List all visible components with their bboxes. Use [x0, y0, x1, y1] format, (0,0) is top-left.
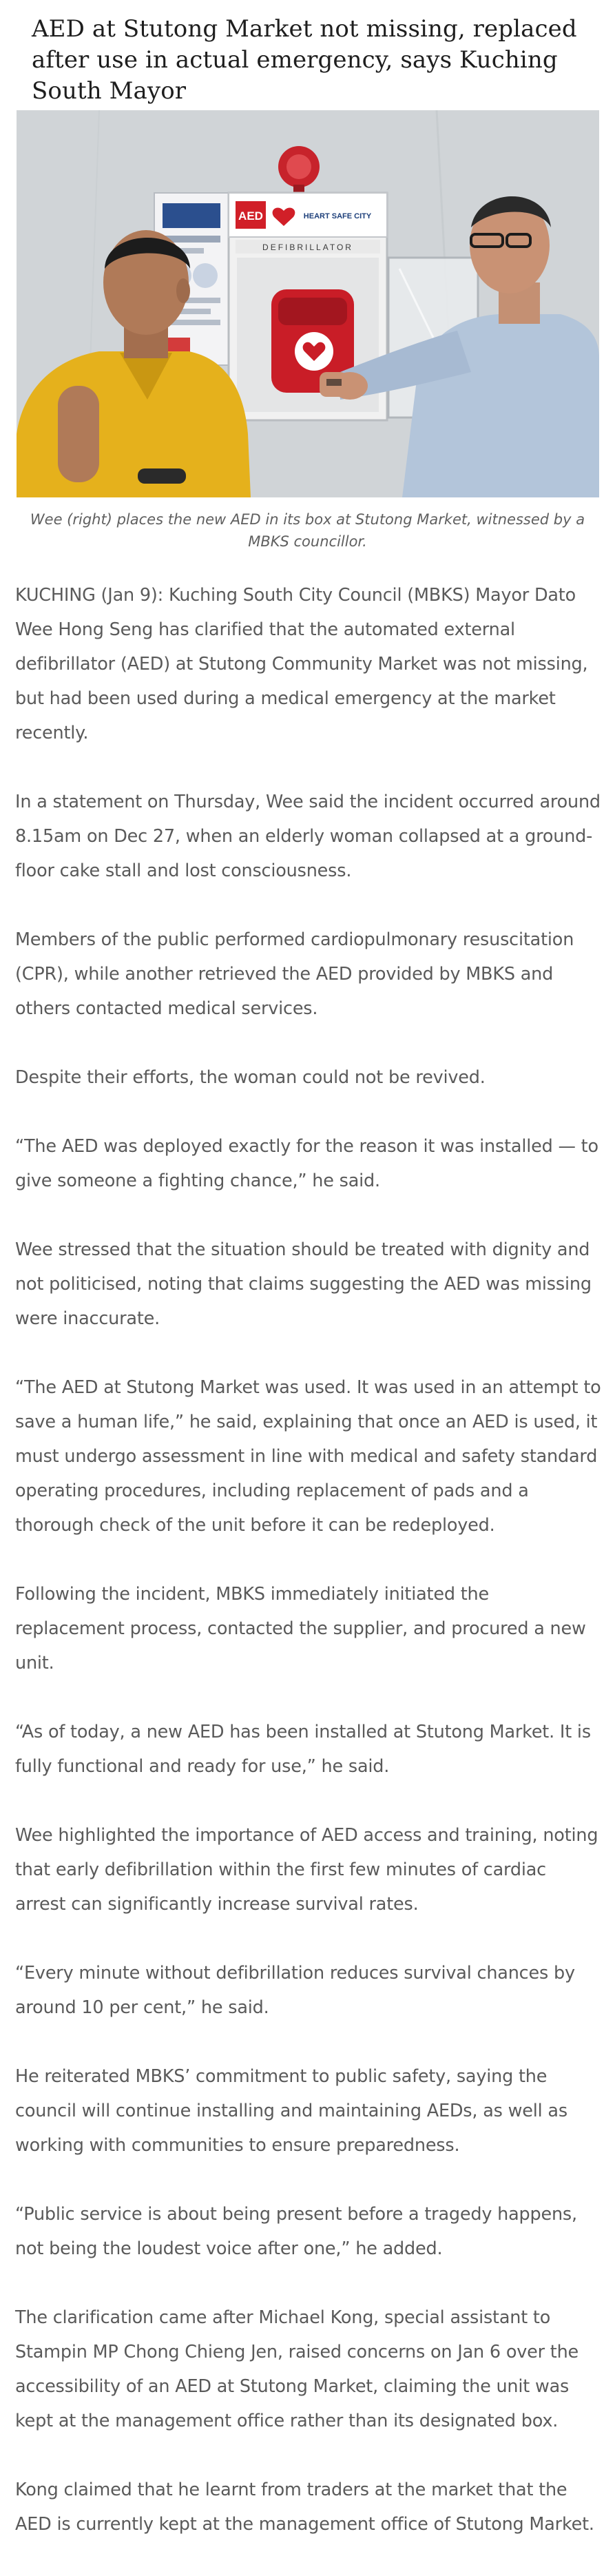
aed-box-label: AED [238, 209, 263, 223]
article-body [15, 578, 601, 2576]
aed-box-brand: HEART SAFE CITY [303, 212, 372, 220]
paragraph: “As of today, a new AED has been installed at Stutong Market. It is fully functional and ready for use,” he said. [15, 1722, 591, 1777]
paragraph: Following the incident, MBKS immediately initiated the replacement process, contacted the supplier, and procured a new unit. [15, 1584, 586, 1673]
aed-box-defib-label: DEFIBRILLATOR [262, 243, 353, 252]
photo-illustration [17, 110, 599, 497]
paragraph: KUCHING (Jan 9): Kuching South City Council (MBKS) Mayor Dato Wee Hong Seng has clarified that the automated external defibrillator (AED) at Stutong Community Market was not missing, but had been used during a medical emergency at the market recently. [15, 585, 588, 743]
paragraph: Despite their efforts, the woman could not be revived. [15, 1067, 486, 1088]
paragraph: “Every minute without defibrillation reduces survival chances by around 10 per cent,” he said. [15, 1963, 575, 2018]
paragraph: “The AED was deployed exactly for the reason it was installed — to give someone a fighting chance,” he said. [15, 1136, 598, 1191]
paragraph: In a statement on Thursday, Wee said the incident occurred around 8.15am on Dec 27, when an elderly woman collapsed at a ground-floor cake stall and lost consciousness. [15, 792, 601, 881]
paragraph: Kong claimed that he learnt from traders at the market that the AED is currently kept at the management office of Stutong Market. [15, 2480, 594, 2535]
paragraph: Wee stressed that the situation should be treated with dignity and not politicised, noting that claims suggesting the AED was missing were inaccurate. [15, 1239, 592, 1329]
photo-caption: Wee (right) places the new AED in its box at Stutong Market, witnessed by a MBKS councillor. [30, 511, 585, 550]
paragraph: “Public service is about being present before a tragedy happens, not being the loudest voice after one,” he added. [15, 2204, 577, 2259]
paragraph: The clarification came after Michael Kong, special assistant to Stampin MP Chong Chieng Jen, raised concerns on Jan 6 over the accessibility of an AED at Stutong Market, claiming the unit was kept at the management office rather than its designated box. [15, 2307, 579, 2431]
article-photo [17, 110, 599, 497]
paragraph: Wee highlighted the importance of AED access and training, noting that early defibrillation within the first few minutes of cardiac arrest can significantly increase survival rates. [15, 1825, 598, 1915]
article-headline: AED at Stutong Market not missing, replaced after use in actual emergency, says Kuching South Mayor [32, 15, 577, 105]
paragraph: “The AED at Stutong Market was used. It was used in an attempt to save a human life,” he said, explaining that once an AED is used, it must undergo assessment in line with medical and safety standard operating procedures, including replacement of pads and a thorough check of the unit before it can be redeployed. [15, 1377, 601, 1536]
paragraph: Members of the public performed cardiopulmonary resuscitation (CPR), while another retrieved the AED provided by MBKS and others contacted medical services. [15, 929, 574, 1019]
paragraph: He reiterated MBKS’ commitment to public safety, saying the council will continue installing and maintaining AEDs, as well as working with communities to ensure preparedness. [15, 2066, 567, 2156]
